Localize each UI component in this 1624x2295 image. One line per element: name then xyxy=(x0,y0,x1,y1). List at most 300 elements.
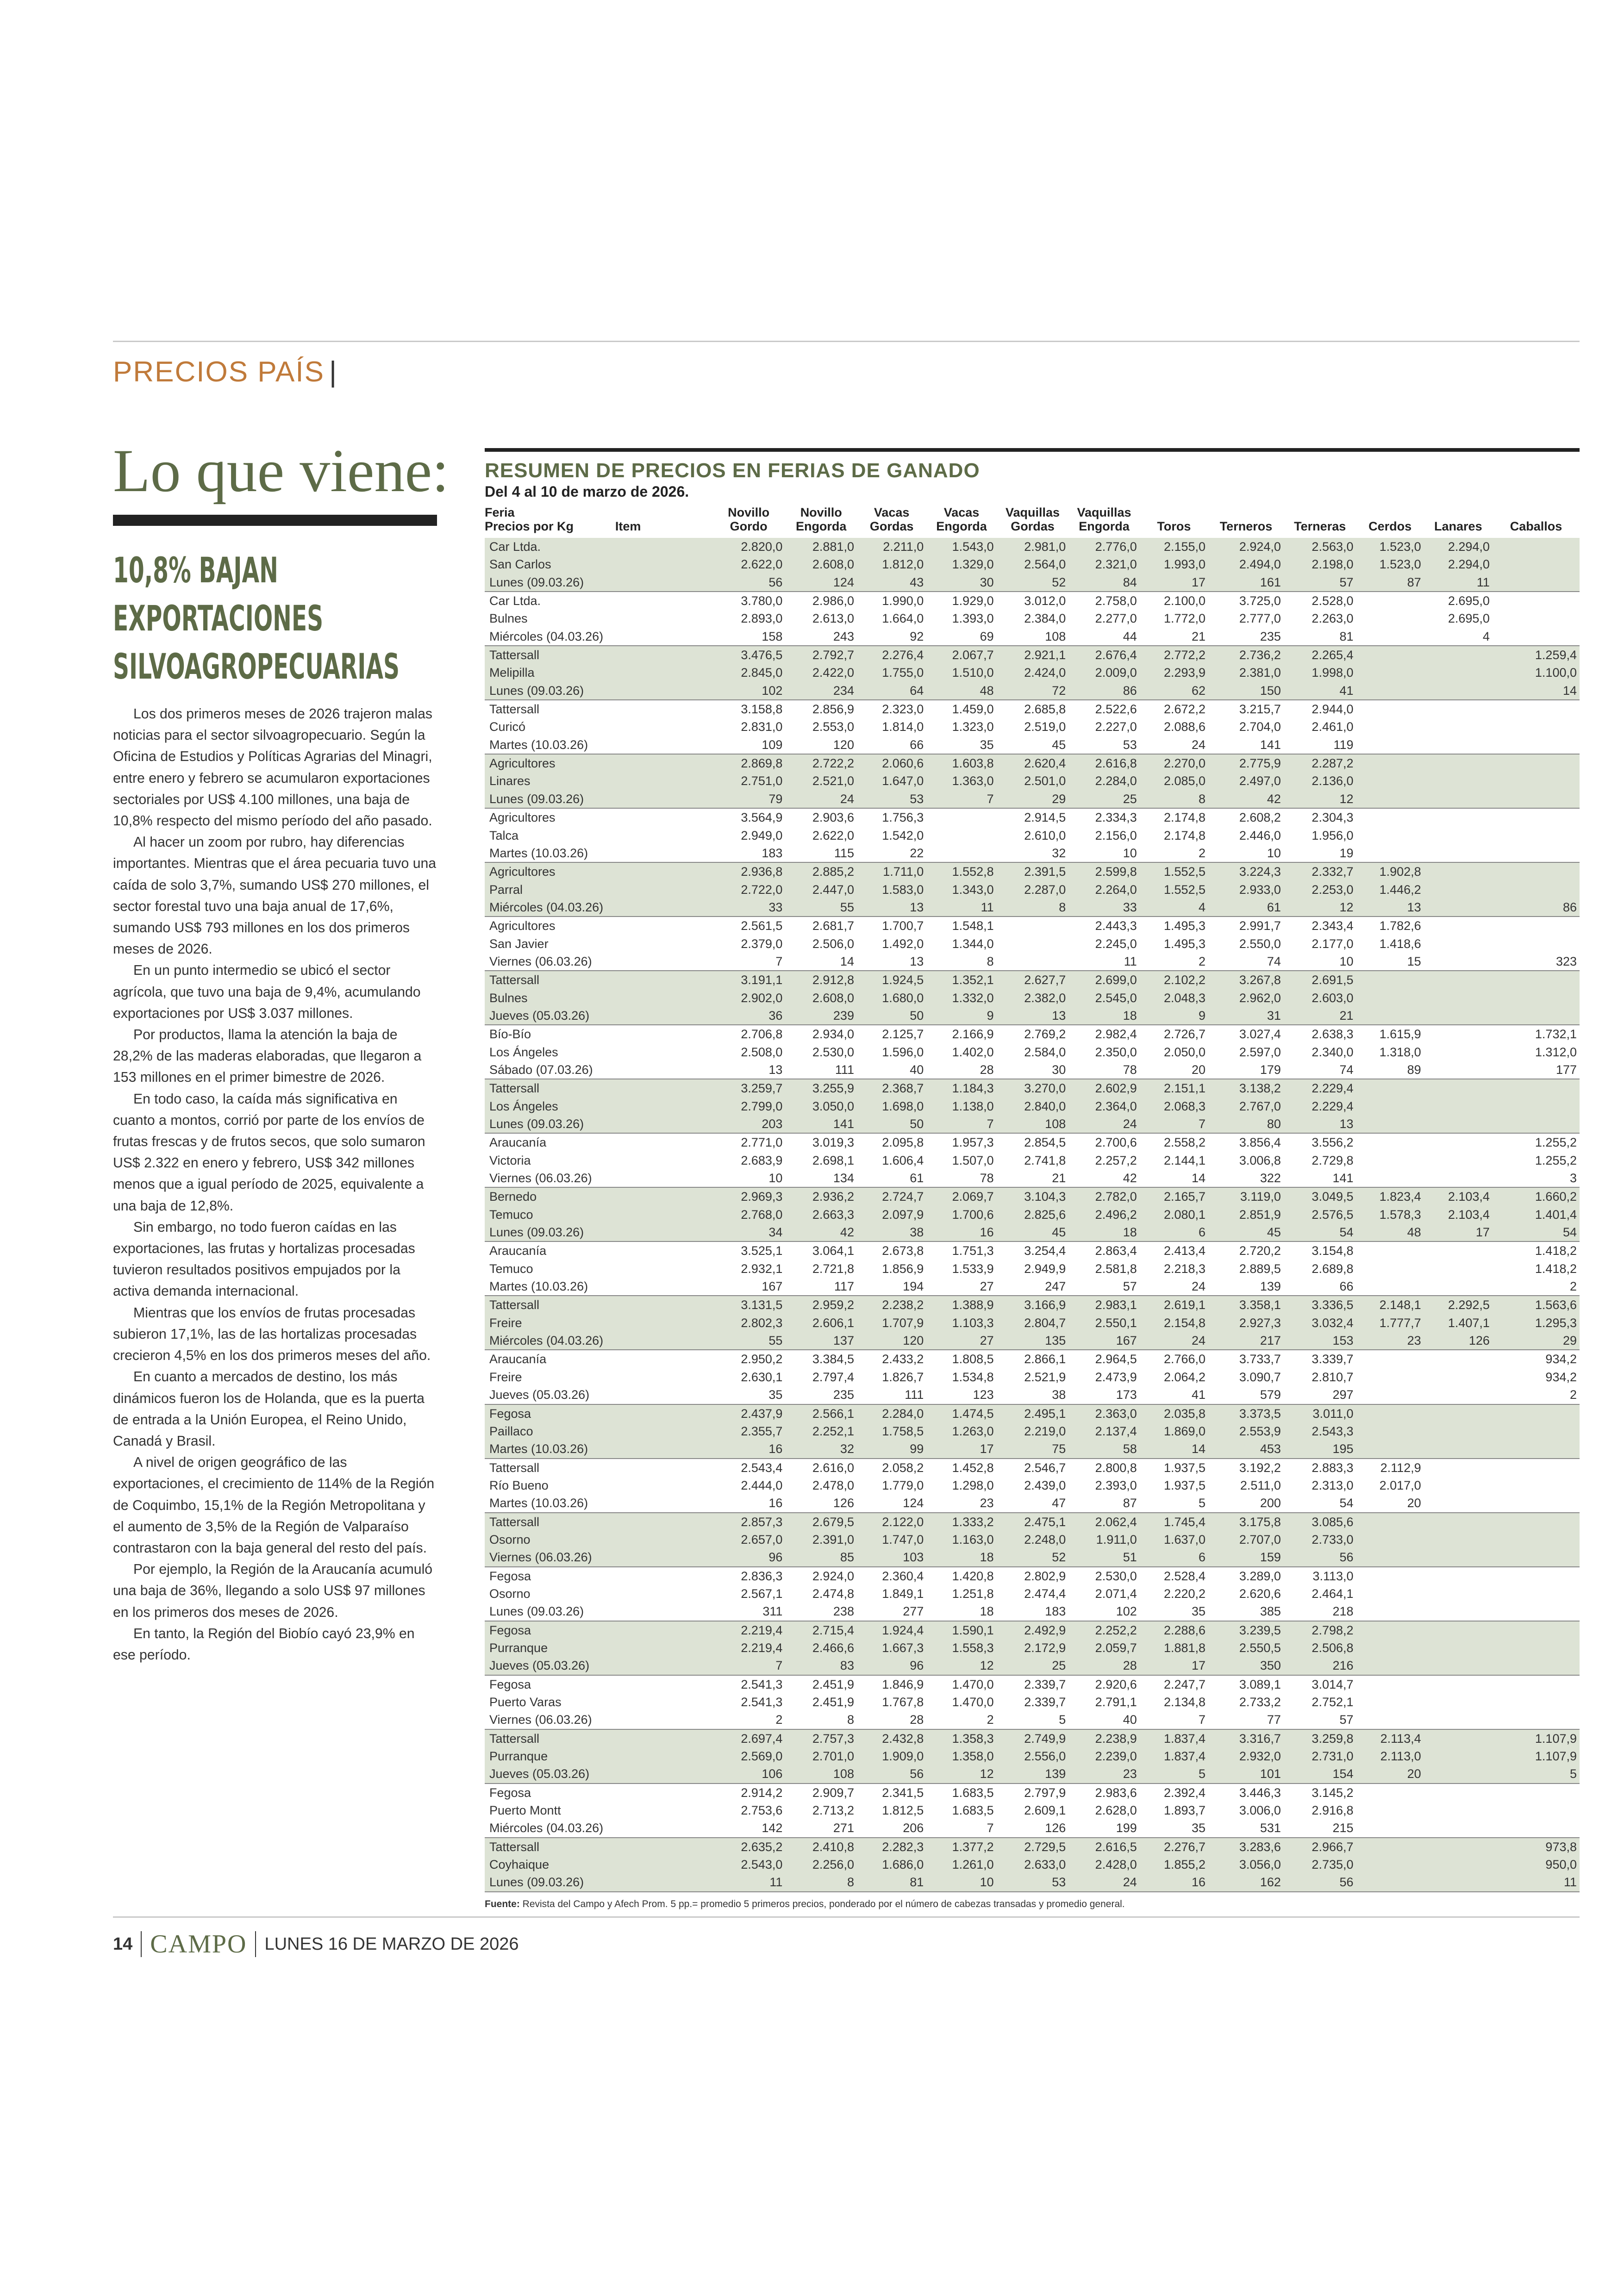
row-value: 24 xyxy=(1068,1115,1139,1133)
header-col xyxy=(712,505,786,538)
row-value: 1.779,0 xyxy=(882,1478,924,1492)
kicker: Lo que viene: xyxy=(113,437,449,505)
price-table-block xyxy=(485,448,1580,1910)
row-value: 2.340,0 xyxy=(1312,1045,1354,1059)
row-value: 2.735,0 xyxy=(1284,1856,1356,1873)
table-row xyxy=(485,989,1580,1007)
row-value: 11 xyxy=(1493,1873,1580,1891)
row-value: 2.983,1 xyxy=(1068,1296,1139,1314)
row-value: 3.856,4 xyxy=(1239,1135,1281,1150)
row-value: 2.112,9 xyxy=(1380,1460,1421,1475)
row-value xyxy=(1356,1675,1424,1693)
row-value: 1.700,7 xyxy=(882,919,924,933)
row-value: 2.964,5 xyxy=(1095,1352,1137,1366)
header-col-line1: Novillo xyxy=(800,505,842,519)
row-value: 1.358,3 xyxy=(926,1729,996,1747)
row-value: 2.802,3 xyxy=(712,1314,786,1332)
row-value: 2.009,0 xyxy=(1068,664,1139,681)
row-value: 141 xyxy=(1208,736,1284,754)
row-value: 2.704,0 xyxy=(1239,720,1281,734)
row-value xyxy=(1356,1098,1424,1115)
row-value: 2.085,0 xyxy=(1140,772,1208,790)
row-value: 2.638,3 xyxy=(1312,1027,1354,1041)
row-value: 239 xyxy=(785,1007,857,1025)
row-value: 2.447,0 xyxy=(785,881,857,898)
article-paragraph: En un punto intermedio se ubicó el sector agrícola, que tuvo una baja de 9,4%, acumulando exportaciones por US$ 3.037 millones. xyxy=(113,963,421,1021)
row-value: 3.192,2 xyxy=(1239,1460,1281,1475)
row-value: 2.981,0 xyxy=(997,538,1069,555)
section-label: PRECIOS PAÍS xyxy=(113,356,325,388)
row-value: 2.219,4 xyxy=(712,1621,786,1639)
row-value: 2.567,1 xyxy=(741,1586,783,1601)
row-feria: Viernes (06.03.26) xyxy=(485,953,712,971)
row-value: 3.049,5 xyxy=(1284,1187,1356,1205)
row-value: 1.138,0 xyxy=(926,1098,996,1115)
row-value: 66 xyxy=(857,736,926,754)
row-value: 1.259,4 xyxy=(1493,646,1580,664)
row-value: 61 xyxy=(1208,898,1284,917)
row-value: 2.444,0 xyxy=(741,1478,783,1492)
row-value: 2.198,0 xyxy=(1284,555,1356,573)
row-value: 2.166,9 xyxy=(952,1027,994,1041)
row-value: 2.282,3 xyxy=(857,1838,926,1856)
row-feria: Tattersall xyxy=(485,646,712,664)
row-value xyxy=(1493,808,1580,826)
table-row xyxy=(485,682,1580,700)
row-value: 1.755,0 xyxy=(857,664,926,681)
row-value: 42 xyxy=(1208,790,1284,808)
article-paragraph: Sin embargo, no todo fueron caídas en las exportaciones, las frutas y hortalizas procesadas tuvieron resultados positivos empujados por la activa demanda internacional. xyxy=(113,1219,415,1299)
row-value xyxy=(1424,1459,1493,1477)
row-value xyxy=(1356,646,1424,664)
row-value: 7 xyxy=(1140,1711,1208,1729)
row-value: 3.027,4 xyxy=(1239,1027,1281,1041)
table-row xyxy=(485,1260,1580,1278)
row-value: 2.713,2 xyxy=(812,1803,854,1818)
row-value: 2.620,6 xyxy=(1239,1586,1281,1601)
row-value: 10 xyxy=(1068,844,1139,862)
row-value: 2 xyxy=(1140,844,1208,862)
row-value: 18 xyxy=(926,1548,996,1566)
row-value: 179 xyxy=(1208,1061,1284,1079)
row-value xyxy=(1493,1603,1580,1621)
row-value: 2.220,2 xyxy=(1163,1586,1206,1601)
row-value: 243 xyxy=(785,628,857,646)
row-value: 2.772,2 xyxy=(1140,646,1208,664)
row-value xyxy=(1356,1260,1424,1278)
header-col-line2: Terneros xyxy=(1219,519,1273,533)
row-value: 96 xyxy=(712,1548,786,1566)
row-value: 2.628,0 xyxy=(1095,1803,1137,1818)
table-row xyxy=(485,1802,1580,1819)
row-value: 2.381,0 xyxy=(1208,664,1284,681)
row-value xyxy=(1424,898,1493,917)
row-value: 2.439,0 xyxy=(1024,1478,1066,1492)
row-feria: Miércoles (04.03.26) xyxy=(485,1819,712,1837)
row-value xyxy=(1424,1747,1493,1765)
article-paragraph: Los dos primeros meses de 2026 trajeron malas noticias para el sector silvoagropecuario. Según la Oficina de Estudios y Políticas Agrarias del Minagri, entre enero y febrero se acumularon exportaciones sectoriales por US$ 4.100 millones, una baja de 10,8% respecto del mismo período del año pasado. xyxy=(113,706,432,829)
row-value: 2.521,0 xyxy=(785,772,857,790)
table-row xyxy=(485,1314,1580,1332)
row-feria: Viernes (06.03.26) xyxy=(485,1169,712,1187)
row-value: 52 xyxy=(997,574,1069,592)
row-value: 2.148,1 xyxy=(1356,1296,1424,1314)
row-value: 3.259,8 xyxy=(1284,1729,1356,1747)
row-value: 2.920,6 xyxy=(1095,1677,1137,1691)
row-feria: Lunes (09.03.26) xyxy=(485,574,712,592)
row-value: 173 xyxy=(1068,1386,1139,1404)
row-value: 3.254,4 xyxy=(1024,1244,1066,1258)
table-row xyxy=(485,1404,1580,1422)
row-value: 1.578,3 xyxy=(1356,1206,1424,1223)
row-value xyxy=(1493,1657,1580,1675)
row-value: 124 xyxy=(857,1494,926,1512)
row-value: 2.616,8 xyxy=(1068,754,1139,772)
row-value: 16 xyxy=(1140,1873,1208,1891)
row-feria: Viernes (06.03.26) xyxy=(485,1711,712,1729)
row-value: 10 xyxy=(1284,953,1356,971)
row-value: 24 xyxy=(1068,1873,1139,1891)
row-value xyxy=(1424,1838,1493,1856)
row-value xyxy=(926,844,996,862)
row-value: 3.259,7 xyxy=(712,1079,786,1097)
row-value: 1.470,0 xyxy=(952,1695,994,1709)
row-value: 1.812,5 xyxy=(882,1803,924,1818)
row-value xyxy=(1424,1513,1493,1531)
row-value: 1.543,0 xyxy=(926,538,996,555)
row-value xyxy=(1493,935,1580,953)
row-value: 950,0 xyxy=(1493,1856,1580,1873)
row-value: 1.388,9 xyxy=(926,1296,996,1314)
row-value: 3.089,1 xyxy=(1239,1677,1281,1691)
row-value xyxy=(1493,1567,1580,1585)
row-value: 13 xyxy=(997,1007,1069,1025)
table-row xyxy=(485,1494,1580,1512)
row-value: 102 xyxy=(1068,1603,1139,1621)
table-row xyxy=(485,1585,1580,1603)
row-value: 1.929,0 xyxy=(952,594,994,608)
header-col-line2: Lanares xyxy=(1434,519,1482,533)
row-value: 33 xyxy=(712,898,786,917)
row-feria: Freire xyxy=(489,1370,522,1384)
row-value: 1.596,0 xyxy=(882,1045,924,1059)
row-value: 2.156,0 xyxy=(1095,828,1137,842)
row-value: 2.776,0 xyxy=(1068,538,1139,555)
row-value: 80 xyxy=(1208,1115,1284,1133)
row-value xyxy=(1424,1025,1493,1043)
row-value: 2.729,5 xyxy=(997,1838,1069,1856)
row-value: 1.583,0 xyxy=(857,881,926,898)
table-row xyxy=(485,808,1580,826)
row-value: 973,8 xyxy=(1493,1838,1580,1856)
row-value: 2.610,0 xyxy=(1024,828,1066,842)
row-value: 2.691,5 xyxy=(1284,971,1356,989)
row-value: 53 xyxy=(857,790,926,808)
row-value: 1.184,3 xyxy=(926,1079,996,1097)
row-value: 5 xyxy=(1493,1765,1580,1783)
row-value: 167 xyxy=(1068,1332,1139,1350)
row-value xyxy=(1356,1152,1424,1169)
row-feria: Coyhaique xyxy=(485,1856,712,1873)
row-value: 2.137,4 xyxy=(1068,1422,1139,1440)
row-value: 103 xyxy=(857,1548,926,1566)
table-row xyxy=(485,1133,1580,1151)
row-value: 8 xyxy=(997,898,1069,917)
row-value xyxy=(1424,1657,1493,1675)
row-value: 1.523,0 xyxy=(1356,538,1424,555)
row-value xyxy=(1493,1404,1580,1422)
row-feria: Martes (10.03.26) xyxy=(485,1494,712,1512)
row-feria: Araucanía xyxy=(489,1352,547,1366)
row-value: 13 xyxy=(1284,1115,1356,1133)
row-value xyxy=(1356,1621,1424,1639)
row-value: 2.558,2 xyxy=(1163,1135,1206,1150)
row-value xyxy=(1424,1278,1493,1296)
row-value: 2.767,0 xyxy=(1208,1098,1284,1115)
header-col-line2: Gordas xyxy=(869,519,914,533)
row-value: 2.893,0 xyxy=(741,611,783,626)
row-value: 2.478,0 xyxy=(812,1478,854,1492)
row-value: 154 xyxy=(1284,1765,1356,1783)
row-value: 78 xyxy=(1068,1061,1139,1079)
table-row xyxy=(485,1711,1580,1729)
row-value: 2.724,7 xyxy=(857,1187,926,1205)
row-value: 1.552,8 xyxy=(926,862,996,880)
row-value: 2.294,0 xyxy=(1424,555,1493,573)
row-value: 28 xyxy=(1068,1657,1139,1675)
row-value: 47 xyxy=(997,1494,1069,1512)
row-value xyxy=(1424,1802,1493,1819)
row-value: 1.637,0 xyxy=(1140,1531,1208,1548)
row-feria: Tattersall xyxy=(489,1460,540,1475)
row-value: 2.218,3 xyxy=(1163,1261,1206,1276)
header-col xyxy=(1208,505,1284,538)
row-value: 3.019,3 xyxy=(812,1135,854,1150)
row-value xyxy=(1424,1133,1493,1151)
row-value: 120 xyxy=(785,736,857,754)
row-value: 23 xyxy=(1356,1332,1424,1350)
row-value: 2.059,7 xyxy=(1068,1639,1139,1657)
row-value xyxy=(1356,1368,1424,1386)
row-value xyxy=(1424,1477,1493,1494)
row-value: 3.373,5 xyxy=(1208,1404,1284,1422)
row-value: 36 xyxy=(712,1007,786,1025)
row-value: 1.312,0 xyxy=(1535,1045,1577,1059)
row-value: 2.924,0 xyxy=(812,1569,854,1583)
row-value xyxy=(1356,1856,1424,1873)
row-value: 3.032,4 xyxy=(1284,1314,1356,1332)
row-value: 8 xyxy=(785,1873,857,1891)
row-value: 2.341,5 xyxy=(882,1785,924,1800)
row-value: 142 xyxy=(712,1819,786,1837)
row-value: 1.255,2 xyxy=(1535,1135,1577,1150)
row-value: 2.511,0 xyxy=(1240,1478,1281,1492)
row-value: 2.777,0 xyxy=(1239,611,1281,626)
row-value xyxy=(1424,1765,1493,1783)
row-value: 2.522,6 xyxy=(1095,702,1137,717)
header-col-line2: Engorda xyxy=(936,519,987,533)
row-feria: Freire xyxy=(485,1314,712,1332)
row-value: 1.683,5 xyxy=(952,1803,994,1818)
row-value: 2.174,8 xyxy=(1163,828,1206,842)
row-value: 2.753,6 xyxy=(741,1803,783,1818)
row-value: 1.881,8 xyxy=(1140,1639,1208,1657)
row-value: 2.757,3 xyxy=(785,1729,857,1747)
table-row xyxy=(485,646,1580,664)
row-value: 20 xyxy=(1356,1765,1424,1783)
row-value: 2.608,0 xyxy=(785,989,857,1007)
row-value: 2.606,1 xyxy=(785,1314,857,1332)
header-col xyxy=(1493,505,1580,538)
table-row xyxy=(485,555,1580,573)
row-value: 28 xyxy=(857,1711,926,1729)
header-col xyxy=(857,505,926,538)
row-value: 1.814,0 xyxy=(882,720,924,734)
row-feria: Los Ángeles xyxy=(485,1098,712,1115)
row-value: 2.393,0 xyxy=(1095,1478,1137,1492)
row-value: 21 xyxy=(997,1169,1069,1187)
row-value: 2.933,0 xyxy=(1208,881,1284,898)
row-feria: Araucanía xyxy=(489,1244,547,1258)
row-value xyxy=(1356,1404,1424,1422)
row-value: 1.344,0 xyxy=(952,936,994,951)
row-value: 3.283,6 xyxy=(1208,1838,1284,1856)
header-col-line2: Cerdos xyxy=(1368,519,1412,533)
row-value xyxy=(1493,1585,1580,1603)
row-value xyxy=(1424,1260,1493,1278)
row-value xyxy=(1493,754,1580,772)
table-row xyxy=(485,1729,1580,1747)
row-value xyxy=(1356,1531,1424,1548)
row-value: 2.863,4 xyxy=(1095,1244,1137,1258)
row-value: 2.701,0 xyxy=(785,1747,857,1765)
row-value: 1.924,4 xyxy=(857,1621,926,1639)
row-value: 1.251,8 xyxy=(952,1586,994,1601)
row-value: 2.657,0 xyxy=(712,1531,786,1548)
row-feria: Fegosa xyxy=(489,1785,531,1800)
row-value: 32 xyxy=(997,844,1069,862)
section-bar: | xyxy=(329,356,338,388)
row-value: 238 xyxy=(785,1603,857,1621)
row-value: 1.510,0 xyxy=(926,664,996,681)
row-value: 85 xyxy=(785,1548,857,1566)
row-value: 14 xyxy=(1140,1169,1208,1187)
row-value xyxy=(1424,1621,1493,1639)
row-value: 2.391,0 xyxy=(785,1531,857,1548)
row-value: 2.903,6 xyxy=(812,811,854,825)
source-label: Fuente: xyxy=(485,1898,520,1909)
row-value: 8 xyxy=(1140,790,1208,808)
row-value: 150 xyxy=(1208,682,1284,700)
row-value: 53 xyxy=(997,1873,1069,1891)
row-feria: Miércoles (04.03.26) xyxy=(485,628,712,646)
row-value xyxy=(1424,1241,1493,1260)
row-value: 2.276,4 xyxy=(857,646,926,664)
row-value: 21 xyxy=(1284,1007,1356,1025)
row-value: 2.475,1 xyxy=(997,1513,1069,1531)
row-value: 3.138,2 xyxy=(1208,1079,1284,1097)
row-value xyxy=(1356,610,1424,627)
row-value: 86 xyxy=(1493,898,1580,917)
row-value: 56 xyxy=(712,574,786,592)
row-value: 2.284,0 xyxy=(1068,772,1139,790)
row-value: 1.548,1 xyxy=(952,919,994,933)
row-value: 2.771,0 xyxy=(741,1135,783,1150)
row-value: 2.563,0 xyxy=(1284,538,1356,555)
row-value: 2.944,0 xyxy=(1312,702,1354,717)
row-value: 323 xyxy=(1493,953,1580,971)
row-value: 2.797,4 xyxy=(812,1370,854,1384)
row-value: 2.673,8 xyxy=(882,1244,924,1258)
row-value: 2.881,0 xyxy=(785,538,857,555)
row-value: 2.103,4 xyxy=(1424,1206,1493,1223)
row-value: 2.017,0 xyxy=(1379,1478,1421,1492)
row-value: 3.446,3 xyxy=(1239,1785,1281,1800)
row-value: 126 xyxy=(785,1494,857,1512)
table-row xyxy=(485,935,1580,953)
row-value: 1.660,2 xyxy=(1493,1187,1580,1205)
row-value: 2.392,4 xyxy=(1163,1785,1206,1800)
row-value: 7 xyxy=(1140,1115,1208,1133)
row-value: 1.552,5 xyxy=(1140,881,1208,898)
row-feria: Lunes (09.03.26) xyxy=(485,1603,712,1621)
row-value: 50 xyxy=(857,1007,926,1025)
header-col-line2: Gordas xyxy=(1011,519,1055,533)
row-value: 12 xyxy=(1284,790,1356,808)
row-value: 1.407,1 xyxy=(1424,1314,1493,1332)
row-value: 7 xyxy=(926,1115,996,1133)
row-value xyxy=(1493,989,1580,1007)
row-value: 2.379,0 xyxy=(741,936,783,951)
row-value: 21 xyxy=(1140,628,1208,646)
row-value: 14 xyxy=(1140,1440,1208,1458)
article-paragraph: Por ejemplo, la Región de la Araucanía acumuló una baja de 36%, llegando a solo US$ 97 millones en los primeros dos meses de 2026. xyxy=(113,1562,433,1620)
row-value: 2.613,0 xyxy=(812,611,854,626)
row-value: 2.238,2 xyxy=(857,1296,926,1314)
row-value xyxy=(1356,989,1424,1007)
row-value: 126 xyxy=(997,1819,1069,1837)
row-feria: Car Ltda. xyxy=(485,538,712,555)
row-value: 48 xyxy=(1356,1223,1424,1241)
row-value xyxy=(1493,1548,1580,1566)
row-value: 1.452,8 xyxy=(952,1460,994,1475)
row-value: 2.749,9 xyxy=(997,1729,1069,1747)
row-value xyxy=(1424,1007,1493,1025)
row-value: 115 xyxy=(785,844,857,862)
row-value: 2.695,0 xyxy=(1448,594,1490,608)
row-value: 2.422,0 xyxy=(785,664,857,681)
table-row xyxy=(485,1621,1580,1639)
row-feria: Miércoles (04.03.26) xyxy=(485,898,712,917)
row-value: 40 xyxy=(1068,1711,1139,1729)
row-value: 1.333,2 xyxy=(926,1513,996,1531)
row-value: 2.451,9 xyxy=(812,1677,854,1691)
row-feria: Los Ángeles xyxy=(489,1045,558,1059)
row-value: 3.119,0 xyxy=(1208,1187,1284,1205)
row-feria: Tattersall xyxy=(489,702,540,717)
headline-line: SILVOAGROPECUARIAS xyxy=(113,646,400,687)
row-value xyxy=(1493,1639,1580,1657)
row-value: 2.921,1 xyxy=(997,646,1069,664)
row-value xyxy=(1493,790,1580,808)
row-value: 1.998,0 xyxy=(1284,664,1356,681)
row-value: 218 xyxy=(1284,1603,1356,1621)
row-feria: Martes (10.03.26) xyxy=(485,844,712,862)
row-value: 1.937,5 xyxy=(1163,1478,1206,1492)
row-value: 2.608,0 xyxy=(785,555,857,573)
row-value xyxy=(1356,664,1424,681)
row-value: 2.630,1 xyxy=(741,1370,783,1384)
